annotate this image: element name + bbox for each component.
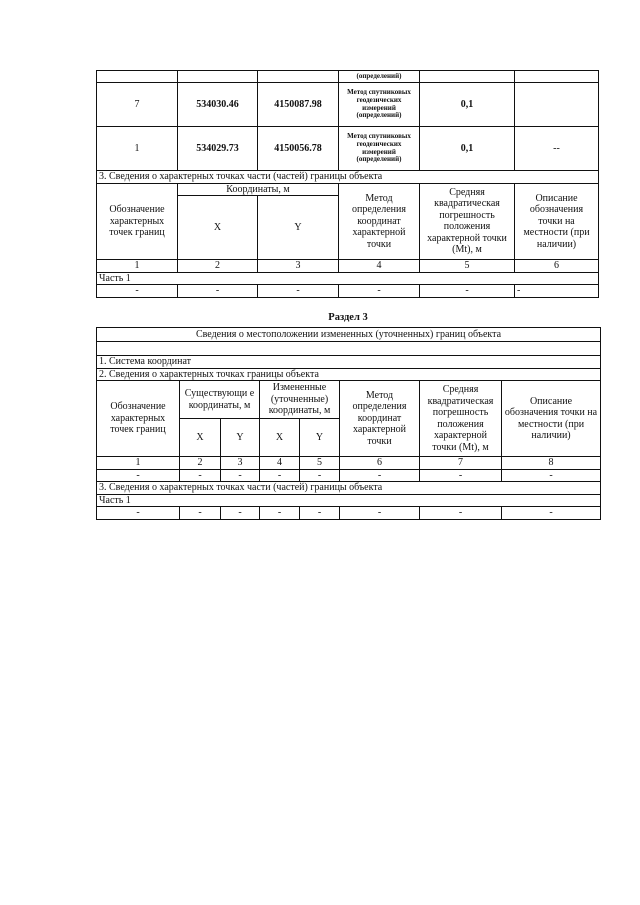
- table-row: [97, 368, 601, 381]
- header-desc: Описание обозначения точки на местности (при наличии): [502, 381, 601, 457]
- col-number: 6: [340, 457, 420, 470]
- dash-cell: -: [178, 285, 258, 298]
- table-row: [97, 356, 601, 369]
- col-number: 1: [97, 457, 180, 470]
- coord-system-label: 1. Система координат: [97, 356, 601, 369]
- dash-cell: -: [420, 507, 502, 520]
- section-heading: 3. Сведения о характерных точках части (частей) границы объекта: [97, 171, 599, 184]
- column-numbers-row: [97, 457, 601, 470]
- header-designation: Обозначение характерных точек границ: [97, 381, 180, 457]
- table-row: [97, 285, 599, 298]
- dash-cell: -: [340, 507, 420, 520]
- point-number: 7: [97, 83, 178, 127]
- col-number: 5: [300, 457, 340, 470]
- col-number: 2: [178, 260, 258, 273]
- dash-cell: -: [502, 469, 601, 482]
- table-row: [97, 507, 601, 520]
- dash-cell: -: [221, 507, 260, 520]
- table-row: [97, 272, 599, 285]
- header-coords: Координаты, м: [178, 183, 339, 196]
- col-number: 7: [420, 457, 502, 470]
- part-label: Часть 1: [97, 272, 599, 285]
- header-method: Метод определения координат характерной точки: [339, 183, 420, 260]
- dash-cell: -: [300, 507, 340, 520]
- col-number: 8: [502, 457, 601, 470]
- point-number: 1: [97, 127, 178, 171]
- coord-x: 534029.73: [178, 127, 258, 171]
- coord-y: 4150056.78: [258, 127, 339, 171]
- table-row: [97, 342, 601, 356]
- mt-value: 0,1: [420, 83, 515, 127]
- header-designation: Обозначение характерных точек границ: [97, 183, 178, 260]
- header-x: X: [178, 196, 258, 260]
- col-number: 6: [515, 260, 599, 273]
- dash-cell: -: [97, 469, 180, 482]
- section-heading: 2. Сведения о характерных точках границы объекта: [97, 368, 601, 381]
- part-label: Часть 1: [97, 494, 601, 507]
- section-heading: 3. Сведения о характерных точках части (частей) границы объекта: [97, 482, 601, 495]
- header-y: Y: [300, 419, 340, 457]
- dash-cell: -: [221, 469, 260, 482]
- boundary-points-table: [96, 70, 599, 298]
- header-y: Y: [221, 419, 260, 457]
- dash-cell: -: [180, 507, 221, 520]
- col-number: 4: [339, 260, 420, 273]
- header-x: X: [180, 419, 221, 457]
- dash-cell: -: [515, 285, 599, 298]
- dash-cell: -: [97, 507, 180, 520]
- header-mt: Средняя квадратическая погрешность положения характерной точки (Mt), м: [420, 183, 515, 260]
- col-number: 5: [420, 260, 515, 273]
- table-row: [97, 83, 599, 127]
- col-number: 3: [258, 260, 339, 273]
- dash-cell: -: [420, 469, 502, 482]
- changed-boundaries-table: [96, 327, 601, 520]
- table-row: [97, 71, 599, 83]
- col-number: 1: [97, 260, 178, 273]
- table-row: [97, 494, 601, 507]
- header-existing: Существующи е координаты, м: [180, 381, 260, 419]
- col-number: 3: [221, 457, 260, 470]
- dash-cell: -: [180, 469, 221, 482]
- table-row: [97, 381, 601, 419]
- dash-cell: -: [258, 285, 339, 298]
- section-title: Раздел 3: [328, 312, 368, 323]
- header-changed: Измененные (уточненные) координаты, м: [260, 381, 340, 419]
- col-number: 4: [260, 457, 300, 470]
- desc-cell: [515, 83, 599, 127]
- dash-cell: -: [339, 285, 420, 298]
- method-cell: Метод спутниковых геодезических измерений (определений): [339, 127, 420, 171]
- table-row: [97, 171, 599, 184]
- table-row: [97, 183, 599, 196]
- method-cell: (определений): [339, 71, 420, 83]
- dash-cell: -: [340, 469, 420, 482]
- coord-x: 534030.46: [178, 83, 258, 127]
- section-subtitle: Сведения о местоположении измененных (уточненных) границ объекта: [97, 328, 601, 342]
- dash-cell: -: [97, 285, 178, 298]
- dash-cell: -: [260, 469, 300, 482]
- table-row: [97, 482, 601, 495]
- dash-cell: -: [300, 469, 340, 482]
- coord-y: 4150087.98: [258, 83, 339, 127]
- column-numbers-row: [97, 260, 599, 273]
- header-desc: Описание обозначения точки на местности (при наличии): [515, 183, 599, 260]
- col-number: 2: [180, 457, 221, 470]
- dash-cell: -: [420, 285, 515, 298]
- header-method: Метод определения координат характерной точки: [340, 381, 420, 457]
- dash-cell: -: [260, 507, 300, 520]
- mt-value: 0,1: [420, 127, 515, 171]
- table-row: [97, 469, 601, 482]
- header-mt: Средняя квадратическая погрешность положения характерной точки (Mt), м: [420, 381, 502, 457]
- table-row: [97, 127, 599, 171]
- dash-cell: -: [502, 507, 601, 520]
- method-cell: Метод спутниковых геодезических измерений (определений): [339, 83, 420, 127]
- header-x: X: [260, 419, 300, 457]
- table-row: [97, 328, 601, 342]
- header-y: Y: [258, 196, 339, 260]
- desc-cell: --: [515, 127, 599, 171]
